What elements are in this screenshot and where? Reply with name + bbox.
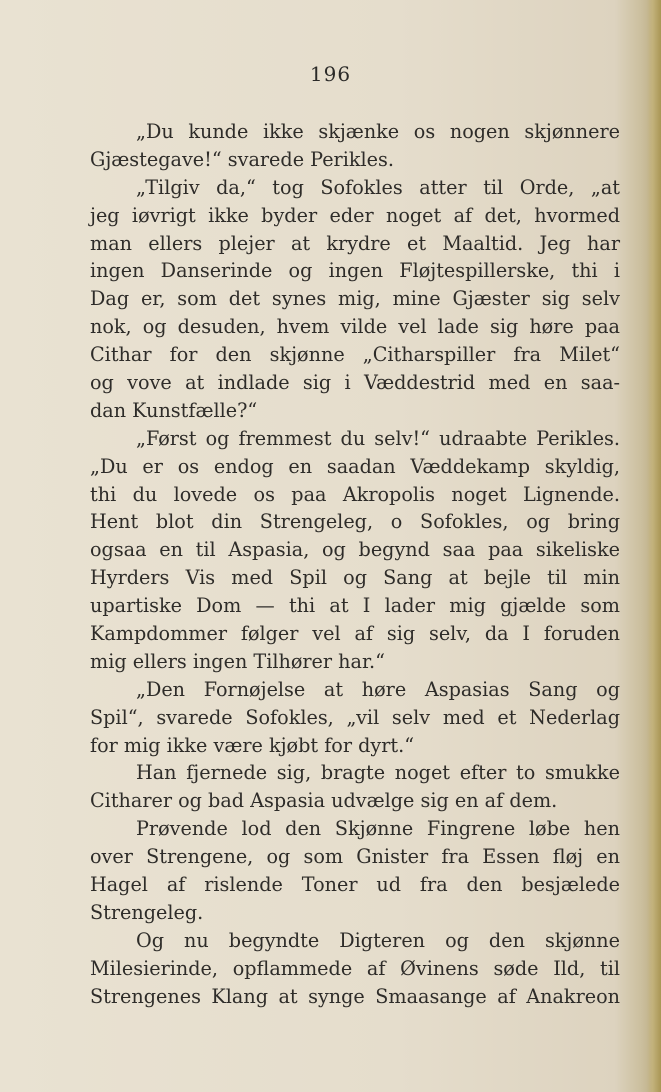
text-line: „Tilgiv da,“ tog Sofokles atter til Orde, „at [136, 175, 620, 199]
text-line: ingen Danserinde og ingen Fløjtespillerske, thi i [90, 259, 620, 283]
text-line: ogsaa en til Aspasia, og begynd saa paa sikeliske [90, 538, 620, 562]
body-text [90, 118, 620, 1011]
text-line: Og nu begyndte Digteren og den skjønne [136, 928, 620, 952]
text-line: Hyrders Vis med Spil og Sang at bejle til min [90, 566, 620, 590]
text-line: over Strengene, og som Gnister fra Essen fløj en [90, 845, 620, 869]
text-line: dan Kunstfælle?“ [90, 398, 258, 422]
text-line: Prøvende lod den Skjønne Fingrene løbe hen [136, 817, 620, 841]
text-line: Hent blot din Strengeleg, o Sofokles, og bring [90, 510, 620, 534]
text-line: Milesierinde, opflammede af Øvinens søde Ild, til [90, 956, 620, 980]
text-line: for mig ikke være kjøbt for dyrt.“ [90, 733, 415, 757]
text-line: upartiske Dom — thi at I lader mig gjælde som [90, 594, 620, 618]
text-line: Hagel af rislende Toner ud fra den besjælede [90, 873, 620, 897]
text-line: og vove at indlade sig i Væddestrid med en saa- [90, 371, 620, 395]
text-line: Kampdommer følger vel af sig selv, da I foruden [90, 622, 620, 646]
text-line: Citharer og bad Aspasia udvælge sig en af dem. [90, 789, 558, 813]
text-line: mig ellers ingen Tilhører har.“ [90, 649, 385, 673]
text-line: nok, og desuden, hvem vilde vel lade sig høre paa [90, 315, 620, 339]
text-line: Strengeleg. [90, 900, 204, 924]
text-line: man ellers plejer at krydre et Maaltid. Jeg har [90, 231, 620, 255]
page-number: 196 [309, 62, 352, 86]
text-line: thi du lovede os paa Akropolis noget Lignende. [90, 482, 620, 506]
text-line: Strengenes Klang at synge Smaasange af Anakreon [90, 984, 620, 1008]
page-edge [647, 0, 661, 1092]
text-line: „Du kunde ikke skjænke os nogen skjønnere [136, 120, 620, 143]
text-line: Dag er, som det synes mig, mine Gjæster sig selv [90, 287, 620, 311]
text-line: Han fjernede sig, bragte noget efter to smukke [136, 761, 620, 785]
text-line: Spil“, svarede Sofokles, „vil selv med et Nederlag [90, 705, 620, 729]
text-line: Gjæstegave!“ svarede Perikles. [90, 147, 394, 171]
text-line: „Du er os endog en saadan Væddekamp skyldig, [90, 454, 620, 478]
text-line: „Den Fornøjelse at høre Aspasias Sang og [136, 677, 620, 701]
text-line: jeg iøvrigt ikke byder eder noget af det, hvormed [90, 203, 620, 227]
text-line: Cithar for den skjønne „Citharspiller fra Milet“ [90, 343, 620, 367]
text-line: „Først og fremmest du selv!“ udraabte Perikles. [136, 426, 620, 450]
